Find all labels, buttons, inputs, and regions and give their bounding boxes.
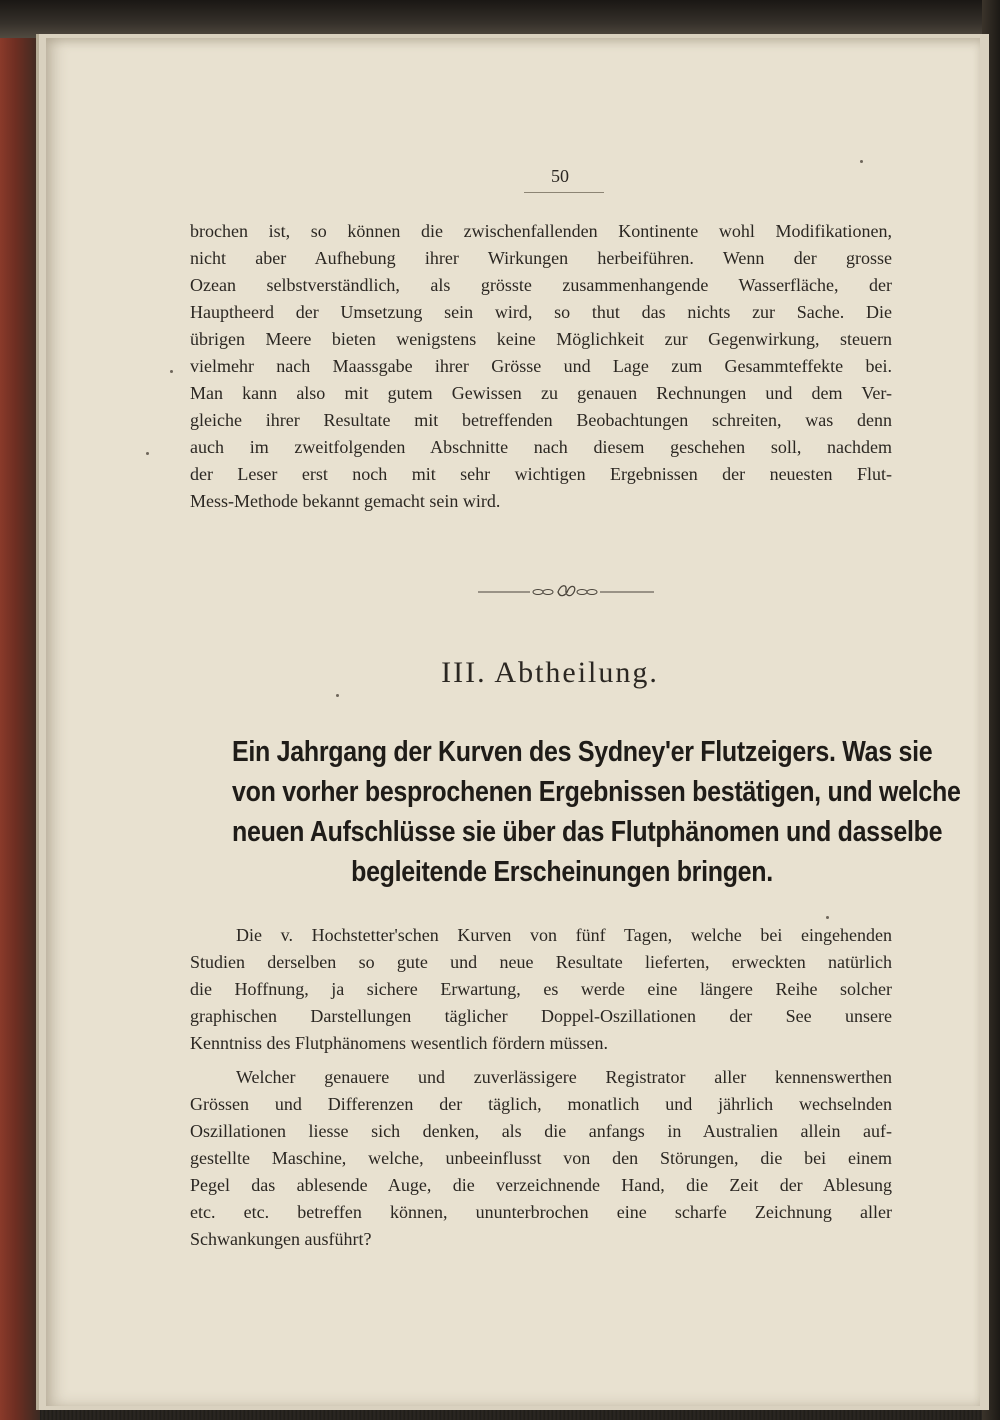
paper-speck [336, 694, 339, 697]
text-line: Mess-Methode bekannt gemacht sein wird. [190, 491, 501, 511]
text-line: der Leser erst noch mit sehr wichtigen Ergebnissen der neuesten Flut- [190, 464, 892, 484]
chapter-title [232, 732, 961, 892]
text-line: Pegel das ablesende Auge, die verzeichnende Hand, die Zeit der Ablesung [190, 1175, 892, 1195]
text-line: Studien derselben so gute und neue Resultate lieferten, erweckten natürlich [190, 952, 892, 972]
book-top-edge [0, 0, 1000, 38]
page-number: 50 [551, 166, 569, 186]
text-line: gestellte Maschine, welche, unbeeinflusst von den Störungen, die bei einem [190, 1148, 892, 1168]
title-line: begleitende Erscheinungen bringen. [351, 855, 773, 889]
paper-speck [146, 452, 149, 455]
text-line: nicht aber Aufhebung ihrer Wirkungen herbeiführen. Wenn der grosse [190, 248, 892, 268]
paper-speck [170, 370, 173, 373]
text-line: übrigen Meere bieten wenigstens keine Möglichkeit zur Gegenwirkung, steuern [190, 329, 892, 349]
title-line: neuen Aufschlüsse sie über das Flutphänomen und dasselbe [232, 815, 943, 849]
text-line: etc. etc. betreffen können, ununterbrochen eine scharfe Zeichnung aller [190, 1202, 892, 1222]
text-line: vielmehr nach Maassgabe ihrer Grösse und Lage zum Gesammteffekte bei. [190, 356, 892, 376]
paper-speck [826, 916, 829, 919]
text-line: Die v. Hochstetter'schen Kurven von fünf Tagen, welche bei eingehenden [236, 925, 892, 945]
paragraph-continued [190, 218, 892, 515]
text-line: Hauptheerd der Umsetzung sein wird, so thut das nichts zur Sache. Die [190, 302, 892, 322]
text-line: Kenntniss des Flutphänomens wesentlich fördern müssen. [190, 1033, 608, 1053]
text-line: Man kann also mit gutem Gewissen zu genauen Rechnungen und dem Ver- [190, 383, 892, 403]
decorative-flourish [478, 582, 654, 602]
text-line: Schwankungen ausführt? [190, 1229, 372, 1249]
text-line: Oszillationen liesse sich denken, als die anfangs in Australien allein auf- [190, 1121, 892, 1141]
text-line: Ozean selbstverständlich, als grösste zusammenhangende Wasserfläche, der [190, 275, 892, 295]
section-heading: III. Abtheilung. [441, 656, 659, 689]
text-line: auch im zweitfolgenden Abschnitte nach diesem geschehen soll, nachdem [190, 437, 892, 457]
text-line: brochen ist, so können die zwischenfallenden Kontinente wohl Modifikationen, [190, 221, 892, 241]
paper-speck [860, 160, 863, 163]
text-line: gleiche ihrer Resultate mit betreffenden Beobachtungen schreiten, was denn [190, 410, 892, 430]
text-line: Welcher genauere und zuverlässigere Registrator aller kennenswerthen [236, 1067, 892, 1087]
title-line: von vorher besprochenen Ergebnissen bestätigen, und welche [232, 775, 961, 809]
text-line: graphischen Darstellungen täglicher Doppel-Oszillationen der See unsere [190, 1006, 892, 1026]
book-spine-edge [0, 0, 40, 1420]
title-line: Ein Jahrgang der Kurven des Sydney'er Flutzeigers. Was sie [232, 735, 933, 769]
text-line: Grössen und Differenzen der täglich, monatlich und jährlich wechselnden [190, 1094, 892, 1114]
page-number-rule [524, 192, 604, 193]
paragraph-hochstetter [190, 922, 892, 1057]
text-line: die Hoffnung, ja sichere Erwartung, es werde eine längere Reihe solcher [190, 979, 892, 999]
paragraph-registrator [190, 1064, 892, 1253]
